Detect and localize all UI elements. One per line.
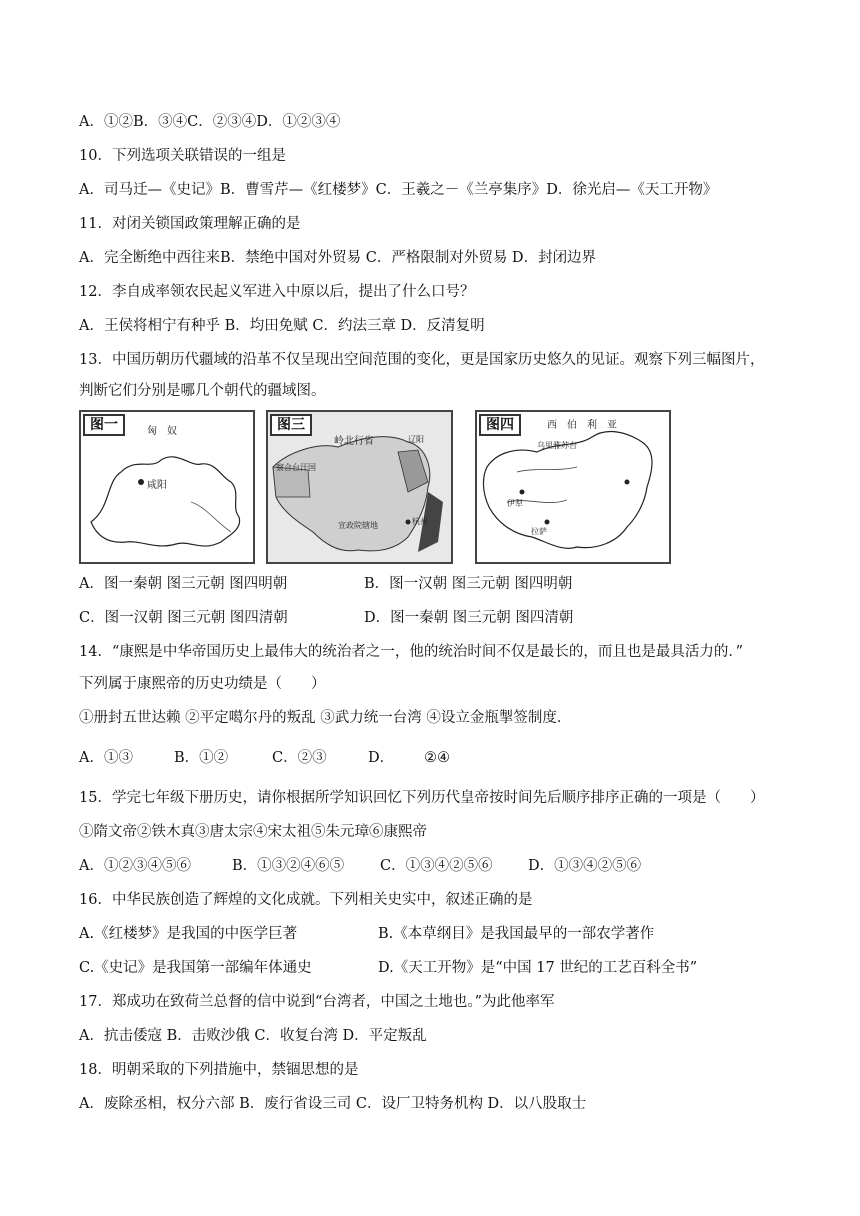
map-1-text-xiongnu: 匈 奴 xyxy=(147,426,177,437)
q15-items: ①隋文帝②铁木真③唐太宗④宋太祖⑤朱元璋⑥康熙帝 xyxy=(79,824,427,840)
q10-stem: 10．下列选项关联错误的一组是 xyxy=(79,148,286,164)
q17-stem: 17．郑成功在致荷兰总督的信中说到“台湾者，中国之土地也。”为此他率军 xyxy=(79,994,555,1010)
q17-options: A．抗击倭寇 B．击败沙俄 C．收复台湾 D．平定叛乱 xyxy=(79,1028,427,1044)
map-1-text-xianyang: 咸阳 xyxy=(147,480,167,491)
map-4-text-siberia: 西 伯 利 亚 xyxy=(547,420,617,431)
map-1-qin xyxy=(79,410,255,564)
q14-items: ①册封五世达赖 ②平定噶尔丹的叛乱 ③武力统一台湾 ④设立金瓶掣签制度． xyxy=(79,710,572,726)
q15-option-d: D．①③④②⑤⑥ xyxy=(528,858,642,874)
map-3-text-chagatai: 察合台汗国 xyxy=(276,463,316,472)
q11-stem: 11．对闭关锁国政策理解正确的是 xyxy=(79,216,301,232)
q16-option-a: A.《红楼梦》是我国的中医学巨著 xyxy=(79,926,298,942)
q14-option-d-letter: D． xyxy=(368,750,395,766)
map-3-text-hangzhou: 杭州 xyxy=(412,517,428,526)
map-3-text-liaoyang: 辽阳 xyxy=(408,435,424,444)
q14-option-b: B．①② xyxy=(174,750,229,766)
q14-option-a: A．①③ xyxy=(79,750,133,766)
q14-stem-line2: 下列属于康熙帝的历史功绩是（ ） xyxy=(79,676,326,692)
q14-stem-line1: 14．“康熙是中华帝国历史上最伟大的统治者之一，他的统治时间不仅是最长的，而且也是最具活力的．” xyxy=(79,644,744,660)
q16-option-d: D.《天工开物》是“中国 17 世纪的工艺百科全书” xyxy=(378,960,698,976)
q10-options: A．司马迁—《史记》B．曹雪芹—《红楼梦》C．王羲之－《兰亭集序》D．徐光启—《天工开物》 xyxy=(79,182,718,198)
q18-stem: 18．明朝采取的下列措施中，禁锢思想的是 xyxy=(79,1062,359,1078)
q13-stem-line2: 判断它们分别是哪几个朝代的疆域图。 xyxy=(79,383,326,399)
q15-stem: 15．学完七年级下册历史，请你根据所学知识回忆下列历代皇帝按时间先后顺序排序正确的一项是（ ） xyxy=(79,790,765,806)
map-3-label: 图三 xyxy=(270,414,312,436)
q15-option-b: B．①③②④⑥⑤ xyxy=(232,858,345,874)
map-4-label: 图四 xyxy=(479,414,521,436)
map-4-text-lhasa: 拉萨 xyxy=(531,527,547,536)
q13-option-c: C．图一汉朝 图三元朝 图四清朝 xyxy=(79,610,288,626)
q13-option-d: D．图一秦朝 图三元朝 图四清朝 xyxy=(364,610,574,626)
q16-stem: 16．中华民族创造了辉煌的文化成就。下列相关史实中，叙述正确的是 xyxy=(79,892,533,908)
map-3-text-lingbei: 岭北行省 xyxy=(334,436,374,447)
map-1-label: 图一 xyxy=(83,414,125,436)
q13-option-b: B．图一汉朝 图三元朝 图四明朝 xyxy=(364,576,573,592)
map-4-text-uliastai: 乌里雅苏台 xyxy=(537,441,577,450)
q13-option-a: A．图一秦朝 图三元朝 图四明朝 xyxy=(79,576,288,592)
map-4-text-ili: 伊犁 xyxy=(507,499,523,508)
q11-options: A．完全断绝中西往来B．禁绝中国对外贸易 C．严格限制对外贸易 D．封闭边界 xyxy=(79,250,597,266)
q18-options: A．废除丞相，权分六部 B．废行省设三司 C．设厂卫特务机构 D．以八股取士 xyxy=(79,1096,587,1112)
q12-options: A．王侯将相宁有种乎 B．均田免赋 C．约法三章 D．反清复明 xyxy=(79,318,485,334)
map-3-text-xuanzhengyuan: 宣政院辖地 xyxy=(338,521,378,530)
map-4-qing xyxy=(475,410,671,564)
q15-option-a: A．①②③④⑤⑥ xyxy=(79,858,191,874)
q16-option-c: C.《史记》是我国第一部编年体通史 xyxy=(79,960,312,976)
q9-options: A．①②B．③④C．②③④D．①②③④ xyxy=(79,114,341,130)
map-3-yuan xyxy=(266,410,453,564)
q15-option-c: C．①③④②⑤⑥ xyxy=(380,858,493,874)
q12-stem: 12．李自成率领农民起义军进入中原以后，提出了什么口号？ xyxy=(79,284,475,300)
q14-option-c: C．②③ xyxy=(272,750,327,766)
territory-maps xyxy=(79,410,759,566)
q14-option-d: ②④ xyxy=(424,750,450,766)
q16-option-b: B.《本草纲目》是我国最早的一部农学著作 xyxy=(378,926,655,942)
q13-stem-line1: 13．中国历朝历代疆域的沿革不仅呈现出空间范围的变化，更是国家历史悠久的见证。观察下列三幅图片， xyxy=(79,352,765,368)
